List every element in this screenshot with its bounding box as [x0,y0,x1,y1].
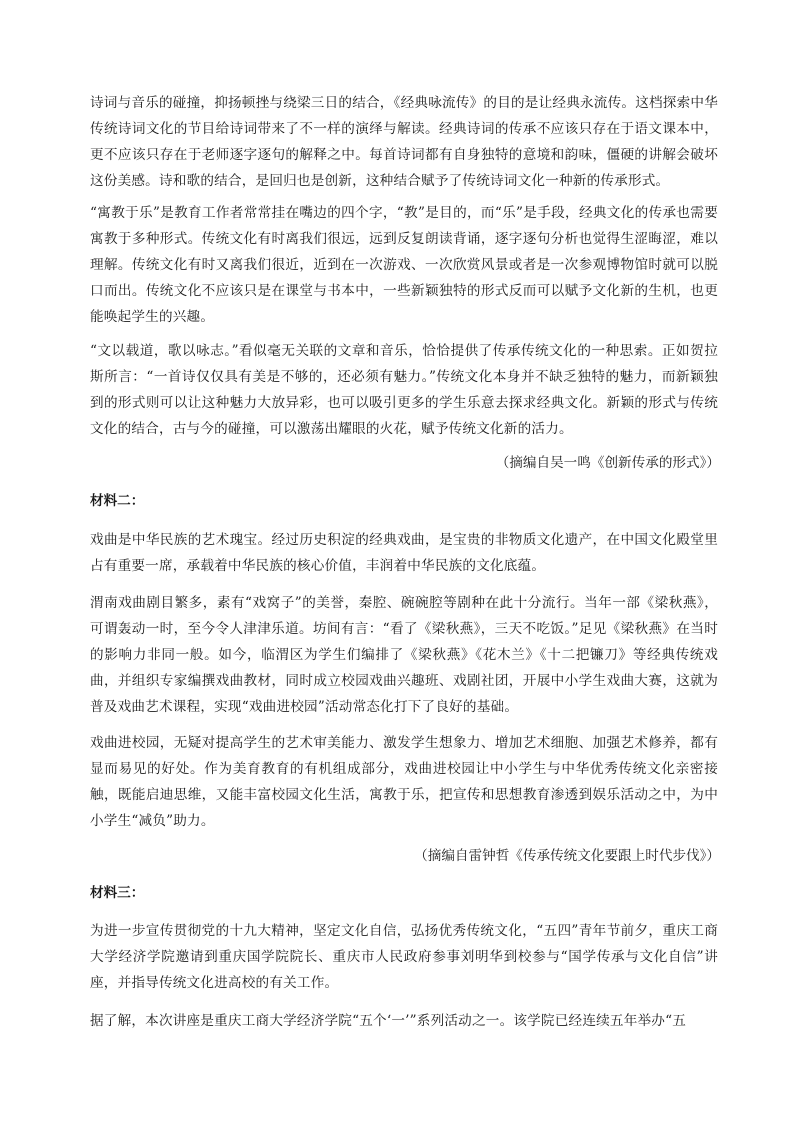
material1-source: （摘编自吴一鸣《创新传承的形式》） [495,455,720,471]
material1-paragraph-2: “寓教于乐”是教育工作者常常挂在嘴边的四个字，“教”是目的，而“乐”是手段，经典文化的传承也需要寓教于多种形式。传统文化有时离我们很远，远到反复朗读背诵，逐字逐句分析也觉得生涩晦涩，难以理解。传统文化有时又离我们很近，近到在一次游戏、一次欣赏风景或者是一次参观博物馆时就可以脱口而出。传统文化不应该只是在课堂与书本中，一些新颖独特的形式反而可以赋予文化新的生机，也更能唤起学生的兴趣。 [90,205,718,325]
material3-paragraph-2: 据了解，本次讲座是重庆工商大学经济学院“五个‘一’”系列活动之一。该学院已经连续五年举办“五 [90,1013,687,1029]
material2-paragraph-1: 戏曲是中华民族的艺术瑰宝。经过历史积淀的经典戏曲，是宝贵的非物质文化遗产，在中国文化殿堂里占有重要一席，承载着中华民族的核心价值，丰润着中华民族的文化底蕴。 [90,532,718,574]
material2-paragraph-3: 戏曲进校园，无疑对提高学生的艺术审美能力、激发学生想象力、增加艺术细胞、加强艺术修养，都有显而易见的好处。作为美育教育的有机组成部分，戏曲进校园让中小学生与中华优秀传统文化亲密接触，既能启迪思维，又能丰富校园文化生活，寓教于乐，把宣传和思想教育渗透到娱乐活动之中，为中小学生“减负”助力。 [90,735,718,829]
material1-paragraph-1: 诗词与音乐的碰撞，抑扬顿挫与绕梁三日的结合，《经典咏流传》的目的是让经典永流传。这档探索中华传统诗词文化的节目给诗词带来了不一样的演绎与解读。经典诗词的传承不应该只存在于语文课本中，更不应该只存在于老师逐字逐句的解释之中。每首诗词都有自身独特的意境和韵味，僵硬的讲解会破坏这份美感。诗和歌的结合，是回归也是创新，这种结合赋予了传统诗词文化一种新的传承形式。 [90,95,718,189]
material2-heading: 材料二： [90,493,145,509]
material2-source: （摘编自雷钟哲《传承传统文化要跟上时代步伐》） [414,848,720,864]
material3-paragraph-1: 为进一步宣传贯彻党的十九大精神，坚定文化自信，弘扬优秀传统文化，“五四”青年节前夕，重庆工商大学经济学院邀请到重庆国学院院长、重庆市人民政府参事刘明华到校参与“国学传承与文化自信”讲座，并指导传统文化进高校的有关工作。 [90,923,718,991]
material3-heading: 材料三： [90,885,145,901]
material2-paragraph-2: 渭南戏曲剧目繁多，素有“戏窝子”的美誉，秦腔、碗碗腔等剧种在此十分流行。当年一部《梁秋燕》，可谓轰动一时，至今令人津津乐道。坊间有言：“看了《梁秋燕》，三天不吃饭。”足见《梁秋燕》在当时的影响力非同一般。如今，临渭区为学生们编排了《梁秋燕》《花木兰》《十二把镰刀》等经典传统戏曲，并组织专家编撰戏曲教材，同时成立校园戏曲兴趣班、戏剧社团，开展中小学生戏曲大赛，这就为普及戏曲艺术课程，实现“戏曲进校园”活动常态化打下了良好的基础。 [90,595,718,715]
material1-paragraph-3: “文以载道，歌以咏志。”看似毫无关联的文章和音乐，恰恰提供了传承传统文化的一种思索。正如贺拉斯所言：“一首诗仅仅具有美是不够的，还必须有魅力。”传统文化本身并不缺乏独特的魅力，而新颖独到的形式则可以让这种魅力大放异彩，也可以吸引更多的学生乐意去探求经典文化。新颖的形式与传统文化的结合，古与今的碰撞，可以激荡出耀眼的火花，赋予传统文化新的活力。 [90,343,718,437]
